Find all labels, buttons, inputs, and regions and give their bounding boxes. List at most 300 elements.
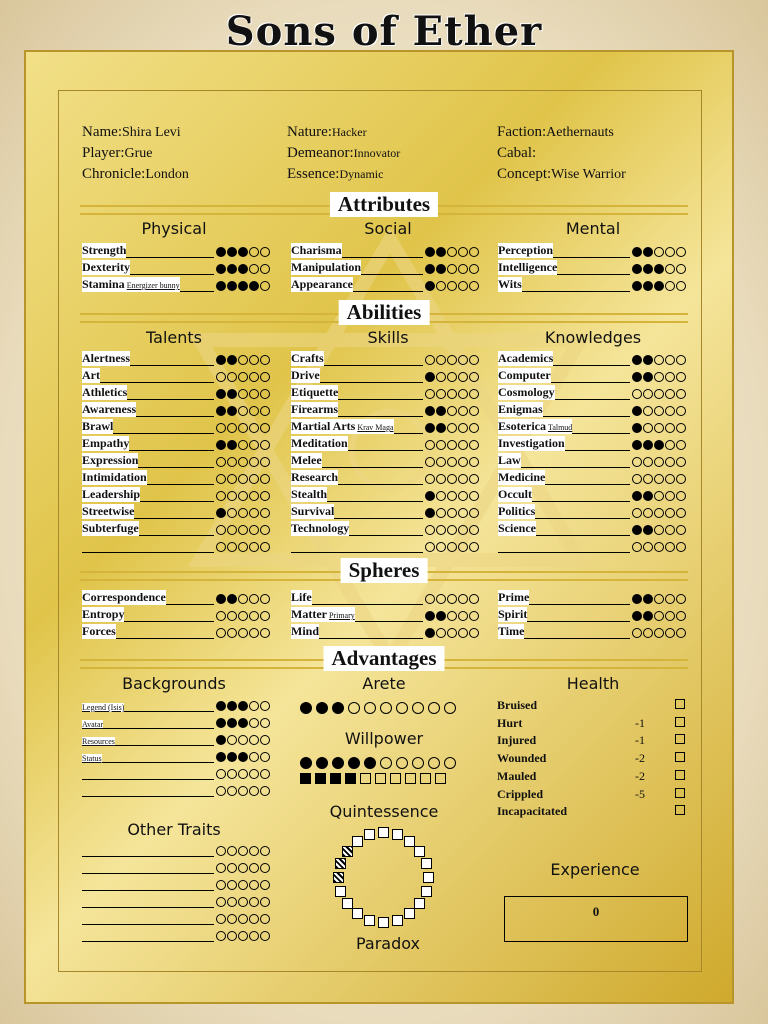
rating-dot[interactable] <box>665 525 675 535</box>
rating-dot[interactable] <box>249 628 259 638</box>
rating-dot[interactable] <box>632 389 642 399</box>
rating-dot[interactable] <box>249 786 259 796</box>
rating-dot[interactable] <box>654 281 664 291</box>
trait-row[interactable] <box>498 488 686 504</box>
rating-dot[interactable] <box>469 281 479 291</box>
rating-dot[interactable] <box>469 355 479 365</box>
rating-dot[interactable] <box>447 372 457 382</box>
rating-dot[interactable] <box>260 769 270 779</box>
rating-dot[interactable] <box>643 389 653 399</box>
rating-dot[interactable] <box>238 474 248 484</box>
rating-dot[interactable] <box>436 247 446 257</box>
dot-rating[interactable] <box>215 471 270 486</box>
trait-row[interactable] <box>498 403 686 419</box>
trait-row[interactable] <box>291 244 479 260</box>
rating-dot[interactable] <box>458 355 468 365</box>
dot-rating[interactable] <box>215 766 270 781</box>
rating-dot[interactable] <box>227 406 237 416</box>
rating-dot[interactable] <box>665 423 675 433</box>
rating-dot[interactable] <box>654 406 664 416</box>
health-checkbox[interactable] <box>675 788 685 798</box>
rating-dot[interactable] <box>216 880 226 890</box>
rating-dot[interactable] <box>676 389 686 399</box>
rating-dot[interactable] <box>216 897 226 907</box>
rating-dot[interactable] <box>632 628 642 638</box>
rating-dot[interactable] <box>238 389 248 399</box>
rating-dot[interactable] <box>227 525 237 535</box>
rating-dot[interactable] <box>249 594 259 604</box>
rating-dot[interactable] <box>469 406 479 416</box>
rating-dot[interactable] <box>436 423 446 433</box>
trait-row[interactable] <box>291 403 479 419</box>
rating-dot[interactable] <box>216 846 226 856</box>
dot-rating[interactable] <box>424 522 479 537</box>
arete-dot[interactable] <box>412 702 424 714</box>
rating-dot[interactable] <box>425 611 435 621</box>
rating-dot[interactable] <box>676 372 686 382</box>
rating-dot[interactable] <box>238 611 248 621</box>
dot-rating[interactable] <box>215 403 270 418</box>
rating-dot[interactable] <box>654 474 664 484</box>
willpower-box[interactable] <box>375 773 386 784</box>
player-field[interactable] <box>82 145 153 162</box>
rating-dot[interactable] <box>447 457 457 467</box>
trait-row[interactable] <box>498 625 686 641</box>
rating-dot[interactable] <box>216 752 226 762</box>
rating-dot[interactable] <box>654 389 664 399</box>
rating-dot[interactable] <box>227 931 237 941</box>
dot-rating[interactable] <box>215 894 270 909</box>
rating-dot[interactable] <box>260 247 270 257</box>
rating-dot[interactable] <box>216 491 226 501</box>
rating-dot[interactable] <box>643 457 653 467</box>
dot-rating[interactable] <box>215 625 270 640</box>
rating-dot[interactable] <box>458 525 468 535</box>
willpower-box[interactable] <box>345 773 356 784</box>
dot-rating[interactable] <box>424 471 479 486</box>
quintessence-box[interactable] <box>414 846 425 857</box>
rating-dot[interactable] <box>425 423 435 433</box>
rating-dot[interactable] <box>665 611 675 621</box>
rating-dot[interactable] <box>216 423 226 433</box>
quintessence-box[interactable] <box>421 858 432 869</box>
arete-dot[interactable] <box>428 702 440 714</box>
rating-dot[interactable] <box>227 594 237 604</box>
rating-dot[interactable] <box>436 474 446 484</box>
rating-dot[interactable] <box>643 628 653 638</box>
rating-dot[interactable] <box>632 281 642 291</box>
trait-row[interactable] <box>498 608 686 624</box>
trait-row[interactable] <box>82 437 270 453</box>
rating-dot[interactable] <box>654 525 664 535</box>
dot-rating[interactable] <box>424 261 479 276</box>
quintessence-box[interactable] <box>378 917 389 928</box>
dot-rating[interactable] <box>215 698 270 713</box>
dot-rating[interactable] <box>424 454 479 469</box>
rating-dot[interactable] <box>436 491 446 501</box>
rating-dot[interactable] <box>665 508 675 518</box>
rating-dot[interactable] <box>216 372 226 382</box>
trait-row[interactable] <box>498 352 686 368</box>
rating-dot[interactable] <box>260 735 270 745</box>
rating-dot[interactable] <box>447 542 457 552</box>
rating-dot[interactable] <box>654 423 664 433</box>
rating-dot[interactable] <box>676 525 686 535</box>
dot-rating[interactable] <box>631 625 686 640</box>
quintessence-box[interactable] <box>423 872 434 883</box>
rating-dot[interactable] <box>643 406 653 416</box>
rating-dot[interactable] <box>425 281 435 291</box>
rating-dot[interactable] <box>249 611 259 621</box>
trait-row[interactable] <box>82 732 270 748</box>
rating-dot[interactable] <box>425 372 435 382</box>
rating-dot[interactable] <box>425 525 435 535</box>
rating-dot[interactable] <box>458 474 468 484</box>
dot-rating[interactable] <box>631 369 686 384</box>
dot-rating[interactable] <box>215 877 270 892</box>
rating-dot[interactable] <box>458 281 468 291</box>
health-level-row[interactable] <box>497 787 687 804</box>
willpower-dot[interactable] <box>348 757 360 769</box>
rating-dot[interactable] <box>469 508 479 518</box>
rating-dot[interactable] <box>260 701 270 711</box>
rating-dot[interactable] <box>249 735 259 745</box>
rating-dot[interactable] <box>665 247 675 257</box>
rating-dot[interactable] <box>643 440 653 450</box>
rating-dot[interactable] <box>249 914 259 924</box>
dot-rating[interactable] <box>631 454 686 469</box>
rating-dot[interactable] <box>249 247 259 257</box>
rating-dot[interactable] <box>458 440 468 450</box>
rating-dot[interactable] <box>654 542 664 552</box>
quintessence-box[interactable] <box>404 908 415 919</box>
rating-dot[interactable] <box>632 457 642 467</box>
dot-rating[interactable] <box>215 928 270 943</box>
rating-dot[interactable] <box>676 628 686 638</box>
rating-dot[interactable] <box>447 423 457 433</box>
trait-row[interactable] <box>498 591 686 607</box>
rating-dot[interactable] <box>227 508 237 518</box>
rating-dot[interactable] <box>665 264 675 274</box>
rating-dot[interactable] <box>447 281 457 291</box>
trait-row[interactable] <box>498 261 686 277</box>
willpower-box[interactable] <box>330 773 341 784</box>
rating-dot[interactable] <box>227 880 237 890</box>
rating-dot[interactable] <box>260 508 270 518</box>
rating-dot[interactable] <box>238 594 248 604</box>
dot-rating[interactable] <box>424 608 479 623</box>
rating-dot[interactable] <box>227 457 237 467</box>
rating-dot[interactable] <box>227 786 237 796</box>
rating-dot[interactable] <box>249 769 259 779</box>
rating-dot[interactable] <box>654 491 664 501</box>
trait-row[interactable] <box>291 386 479 402</box>
rating-dot[interactable] <box>643 372 653 382</box>
rating-dot[interactable] <box>238 491 248 501</box>
dot-rating[interactable] <box>215 505 270 520</box>
quintessence-box[interactable] <box>335 858 346 869</box>
trait-row[interactable] <box>498 505 686 521</box>
rating-dot[interactable] <box>249 440 259 450</box>
rating-dot[interactable] <box>425 247 435 257</box>
rating-dot[interactable] <box>469 542 479 552</box>
rating-dot[interactable] <box>216 281 226 291</box>
rating-dot[interactable] <box>238 406 248 416</box>
dot-rating[interactable] <box>215 261 270 276</box>
rating-dot[interactable] <box>436 281 446 291</box>
rating-dot[interactable] <box>260 491 270 501</box>
rating-dot[interactable] <box>643 355 653 365</box>
rating-dot[interactable] <box>447 247 457 257</box>
trait-row[interactable] <box>291 352 479 368</box>
quintessence-box[interactable] <box>421 886 432 897</box>
willpower-box[interactable] <box>420 773 431 784</box>
rating-dot[interactable] <box>260 423 270 433</box>
trait-row[interactable] <box>498 369 686 385</box>
rating-dot[interactable] <box>665 628 675 638</box>
rating-dot[interactable] <box>447 389 457 399</box>
trait-row[interactable] <box>291 369 479 385</box>
rating-dot[interactable] <box>260 718 270 728</box>
rating-dot[interactable] <box>260 897 270 907</box>
dot-rating[interactable] <box>424 244 479 259</box>
health-level-row[interactable] <box>497 804 687 821</box>
rating-dot[interactable] <box>238 355 248 365</box>
rating-dot[interactable] <box>260 542 270 552</box>
rating-dot[interactable] <box>469 628 479 638</box>
dot-rating[interactable] <box>215 732 270 747</box>
trait-row[interactable] <box>82 420 270 436</box>
rating-dot[interactable] <box>227 846 237 856</box>
rating-dot[interactable] <box>238 769 248 779</box>
rating-dot[interactable] <box>458 423 468 433</box>
rating-dot[interactable] <box>260 863 270 873</box>
name-field[interactable] <box>82 124 181 141</box>
rating-dot[interactable] <box>665 457 675 467</box>
health-level-row[interactable] <box>497 698 687 715</box>
dot-rating[interactable] <box>424 625 479 640</box>
rating-dot[interactable] <box>238 701 248 711</box>
dot-rating[interactable] <box>631 386 686 401</box>
rating-dot[interactable] <box>469 611 479 621</box>
rating-dot[interactable] <box>238 752 248 762</box>
rating-dot[interactable] <box>260 525 270 535</box>
rating-dot[interactable] <box>665 440 675 450</box>
rating-dot[interactable] <box>676 542 686 552</box>
dot-rating[interactable] <box>215 911 270 926</box>
rating-dot[interactable] <box>216 457 226 467</box>
trait-row[interactable] <box>291 539 479 555</box>
trait-row[interactable] <box>498 420 686 436</box>
rating-dot[interactable] <box>227 440 237 450</box>
rating-dot[interactable] <box>665 491 675 501</box>
rating-dot[interactable] <box>447 525 457 535</box>
rating-dot[interactable] <box>665 474 675 484</box>
rating-dot[interactable] <box>469 247 479 257</box>
rating-dot[interactable] <box>425 457 435 467</box>
rating-dot[interactable] <box>665 355 675 365</box>
rating-dot[interactable] <box>469 594 479 604</box>
rating-dot[interactable] <box>238 508 248 518</box>
health-level-row[interactable] <box>497 733 687 750</box>
rating-dot[interactable] <box>227 628 237 638</box>
rating-dot[interactable] <box>227 247 237 257</box>
rating-dot[interactable] <box>260 372 270 382</box>
rating-dot[interactable] <box>458 457 468 467</box>
trait-row[interactable] <box>498 539 686 555</box>
rating-dot[interactable] <box>425 355 435 365</box>
rating-dot[interactable] <box>676 406 686 416</box>
rating-dot[interactable] <box>469 423 479 433</box>
health-checkbox[interactable] <box>675 734 685 744</box>
trait-row[interactable] <box>291 625 479 641</box>
arete-dot[interactable] <box>380 702 392 714</box>
dot-rating[interactable] <box>215 539 270 554</box>
trait-row[interactable] <box>291 420 479 436</box>
dot-rating[interactable] <box>631 403 686 418</box>
rating-dot[interactable] <box>676 247 686 257</box>
rating-dot[interactable] <box>260 406 270 416</box>
trait-row[interactable] <box>291 505 479 521</box>
dot-rating[interactable] <box>424 420 479 435</box>
dot-rating[interactable] <box>215 369 270 384</box>
rating-dot[interactable] <box>216 786 226 796</box>
rating-dot[interactable] <box>216 247 226 257</box>
rating-dot[interactable] <box>260 457 270 467</box>
rating-dot[interactable] <box>447 264 457 274</box>
health-level-row[interactable] <box>497 769 687 786</box>
trait-row[interactable] <box>498 471 686 487</box>
rating-dot[interactable] <box>260 628 270 638</box>
trait-row[interactable] <box>82 471 270 487</box>
health-level-row[interactable] <box>497 716 687 733</box>
rating-dot[interactable] <box>632 440 642 450</box>
rating-dot[interactable] <box>249 457 259 467</box>
rating-dot[interactable] <box>260 355 270 365</box>
dot-rating[interactable] <box>215 386 270 401</box>
rating-dot[interactable] <box>238 897 248 907</box>
rating-dot[interactable] <box>436 406 446 416</box>
rating-dot[interactable] <box>676 264 686 274</box>
arete-dot[interactable] <box>300 702 312 714</box>
rating-dot[interactable] <box>227 389 237 399</box>
rating-dot[interactable] <box>249 846 259 856</box>
rating-dot[interactable] <box>436 542 446 552</box>
rating-dot[interactable] <box>632 525 642 535</box>
rating-dot[interactable] <box>425 440 435 450</box>
rating-dot[interactable] <box>227 423 237 433</box>
rating-dot[interactable] <box>227 281 237 291</box>
willpower-box[interactable] <box>405 773 416 784</box>
willpower-dot[interactable] <box>428 757 440 769</box>
dot-rating[interactable] <box>631 488 686 503</box>
rating-dot[interactable] <box>425 542 435 552</box>
rating-dot[interactable] <box>643 423 653 433</box>
rating-dot[interactable] <box>436 628 446 638</box>
rating-dot[interactable] <box>238 247 248 257</box>
willpower-box[interactable] <box>435 773 446 784</box>
quintessence-box[interactable] <box>352 908 363 919</box>
rating-dot[interactable] <box>469 474 479 484</box>
quintessence-box[interactable] <box>414 898 425 909</box>
rating-dot[interactable] <box>216 525 226 535</box>
trait-row[interactable] <box>82 860 270 876</box>
rating-dot[interactable] <box>643 611 653 621</box>
dot-rating[interactable] <box>631 522 686 537</box>
quintessence-box[interactable] <box>352 836 363 847</box>
trait-row[interactable] <box>82 783 270 799</box>
rating-dot[interactable] <box>632 247 642 257</box>
rating-dot[interactable] <box>425 474 435 484</box>
rating-dot[interactable] <box>227 735 237 745</box>
rating-dot[interactable] <box>654 594 664 604</box>
quintessence-box[interactable] <box>364 829 375 840</box>
willpower-temporary-track[interactable] <box>300 769 450 788</box>
rating-dot[interactable] <box>676 355 686 365</box>
rating-dot[interactable] <box>238 281 248 291</box>
trait-row[interactable] <box>291 488 479 504</box>
rating-dot[interactable] <box>216 508 226 518</box>
dot-rating[interactable] <box>215 278 270 293</box>
rating-dot[interactable] <box>676 457 686 467</box>
rating-dot[interactable] <box>436 389 446 399</box>
rating-dot[interactable] <box>632 594 642 604</box>
rating-dot[interactable] <box>676 281 686 291</box>
health-checkbox[interactable] <box>675 805 685 815</box>
rating-dot[interactable] <box>216 769 226 779</box>
rating-dot[interactable] <box>665 594 675 604</box>
rating-dot[interactable] <box>632 406 642 416</box>
rating-dot[interactable] <box>216 628 226 638</box>
concept-field[interactable] <box>497 166 626 183</box>
rating-dot[interactable] <box>238 735 248 745</box>
trait-row[interactable] <box>82 625 270 641</box>
trait-row[interactable] <box>82 352 270 368</box>
rating-dot[interactable] <box>458 491 468 501</box>
rating-dot[interactable] <box>227 542 237 552</box>
rating-dot[interactable] <box>238 440 248 450</box>
rating-dot[interactable] <box>458 264 468 274</box>
rating-dot[interactable] <box>632 423 642 433</box>
rating-dot[interactable] <box>469 525 479 535</box>
rating-dot[interactable] <box>665 406 675 416</box>
rating-dot[interactable] <box>447 594 457 604</box>
trait-row[interactable] <box>82 488 270 504</box>
dot-rating[interactable] <box>631 420 686 435</box>
rating-dot[interactable] <box>458 372 468 382</box>
trait-row[interactable] <box>82 608 270 624</box>
willpower-dot[interactable] <box>316 757 328 769</box>
trait-row[interactable] <box>498 522 686 538</box>
dot-rating[interactable] <box>424 352 479 367</box>
rating-dot[interactable] <box>238 931 248 941</box>
dot-rating[interactable] <box>215 522 270 537</box>
rating-dot[interactable] <box>238 786 248 796</box>
rating-dot[interactable] <box>632 355 642 365</box>
rating-dot[interactable] <box>249 474 259 484</box>
rating-dot[interactable] <box>249 542 259 552</box>
rating-dot[interactable] <box>458 594 468 604</box>
rating-dot[interactable] <box>425 389 435 399</box>
willpower-box[interactable] <box>300 773 311 784</box>
rating-dot[interactable] <box>238 525 248 535</box>
rating-dot[interactable] <box>643 508 653 518</box>
rating-dot[interactable] <box>436 264 446 274</box>
trait-row[interactable] <box>82 715 270 731</box>
trait-row[interactable] <box>82 369 270 385</box>
arete-track[interactable] <box>300 699 460 718</box>
rating-dot[interactable] <box>654 611 664 621</box>
